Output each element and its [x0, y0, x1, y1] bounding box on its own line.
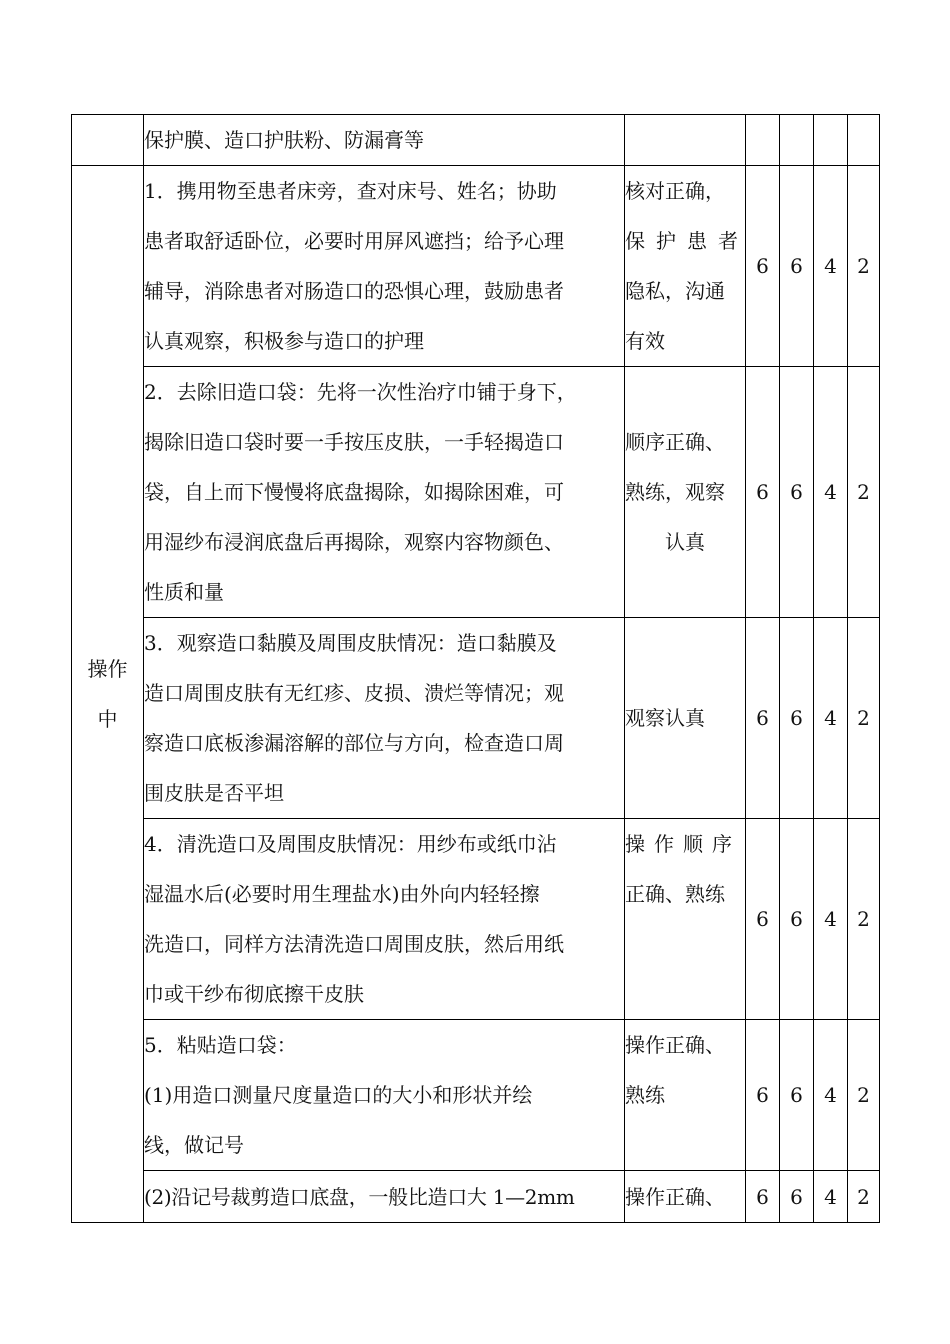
- table-row: [72, 819, 880, 1020]
- table-row: [72, 367, 880, 618]
- standard-cell: [625, 115, 746, 166]
- table-row: [72, 1171, 880, 1223]
- stage-cell-empty: [72, 115, 144, 166]
- table-row: [72, 166, 880, 367]
- score-cell: 6: [746, 166, 780, 367]
- step-content: 2．去除旧造口袋：先将一次性治疗巾铺于身下， 揭除旧造口袋时要一手按压皮肤，一手轻揭造口 袋，自上而下慢慢将底盘揭除，如揭除困难，可 用湿纱布浸润底盘后再揭除，观察内容物颜色、 性质和量: [144, 367, 625, 618]
- step-content: 4．清洗造口及周围皮肤情况：用纱布或纸巾沾 湿温水后(必要时用生理盐水)由外向内轻轻擦 洗造口，同样方法清洗造口周围皮肤，然后用纸 巾或干纱布彻底擦干皮肤: [144, 819, 625, 1020]
- score-cell: 4: [814, 618, 848, 819]
- score-cell: 6: [780, 819, 814, 1020]
- score-cell: 2: [848, 367, 880, 618]
- score-cell: 4: [814, 1020, 848, 1171]
- scoring-table: [71, 114, 880, 1223]
- standard-cell: 顺序正确、 熟练，观察 认真: [625, 367, 746, 618]
- score-cell: 6: [780, 1171, 814, 1223]
- score-cell: 6: [780, 166, 814, 367]
- score-cell: [814, 115, 848, 166]
- step-content: 1．携用物至患者床旁，查对床号、姓名；协助 患者取舒适卧位，必要时用屏风遮挡；给予心理 辅导，消除患者对肠造口的恐惧心理，鼓励患者 认真观察，积极参与造口的护理: [144, 166, 625, 367]
- score-cell: 4: [814, 367, 848, 618]
- score-cell: 2: [848, 1171, 880, 1223]
- score-cell: 2: [848, 166, 880, 367]
- step-content: (2)沿记号裁剪造口底盘，一般比造口大 1—2mm: [144, 1171, 625, 1223]
- standard-cell: 核对正确， 保护患者 隐私，沟通 有效: [625, 166, 746, 367]
- score-cell: 4: [814, 819, 848, 1020]
- step-content: 保护膜、造口护肤粉、防漏膏等: [144, 115, 625, 166]
- score-cell: [780, 115, 814, 166]
- stage-label: 操作 中: [72, 166, 144, 1223]
- score-cell: 6: [780, 1020, 814, 1171]
- standard-cell: 操作正确、: [625, 1171, 746, 1223]
- score-cell: 2: [848, 618, 880, 819]
- standard-cell: 操作顺序 正确、熟练: [625, 819, 746, 1020]
- step-content: 3．观察造口黏膜及周围皮肤情况：造口黏膜及 造口周围皮肤有无红疹、皮损、溃烂等情况；观 察造口底板渗漏溶解的部位与方向，检查造口周 围皮肤是否平坦: [144, 618, 625, 819]
- score-cell: 6: [780, 618, 814, 819]
- score-cell: 6: [746, 618, 780, 819]
- score-cell: 6: [746, 819, 780, 1020]
- table-row: [72, 115, 880, 166]
- score-cell: 4: [814, 166, 848, 367]
- score-cell: [848, 115, 880, 166]
- standard-cell: 操作正确、 熟练: [625, 1020, 746, 1171]
- score-cell: [746, 115, 780, 166]
- score-cell: 6: [746, 1020, 780, 1171]
- standard-cell: 观察认真: [625, 618, 746, 819]
- table-row: [72, 1020, 880, 1171]
- score-cell: 6: [780, 367, 814, 618]
- step-content: 5．粘贴造口袋： (1)用造口测量尺度量造口的大小和形状并绘 线，做记号: [144, 1020, 625, 1171]
- score-cell: 6: [746, 367, 780, 618]
- table-row: [72, 618, 880, 819]
- score-cell: 2: [848, 819, 880, 1020]
- score-cell: 2: [848, 1020, 880, 1171]
- score-cell: 4: [814, 1171, 848, 1223]
- score-cell: 6: [746, 1171, 780, 1223]
